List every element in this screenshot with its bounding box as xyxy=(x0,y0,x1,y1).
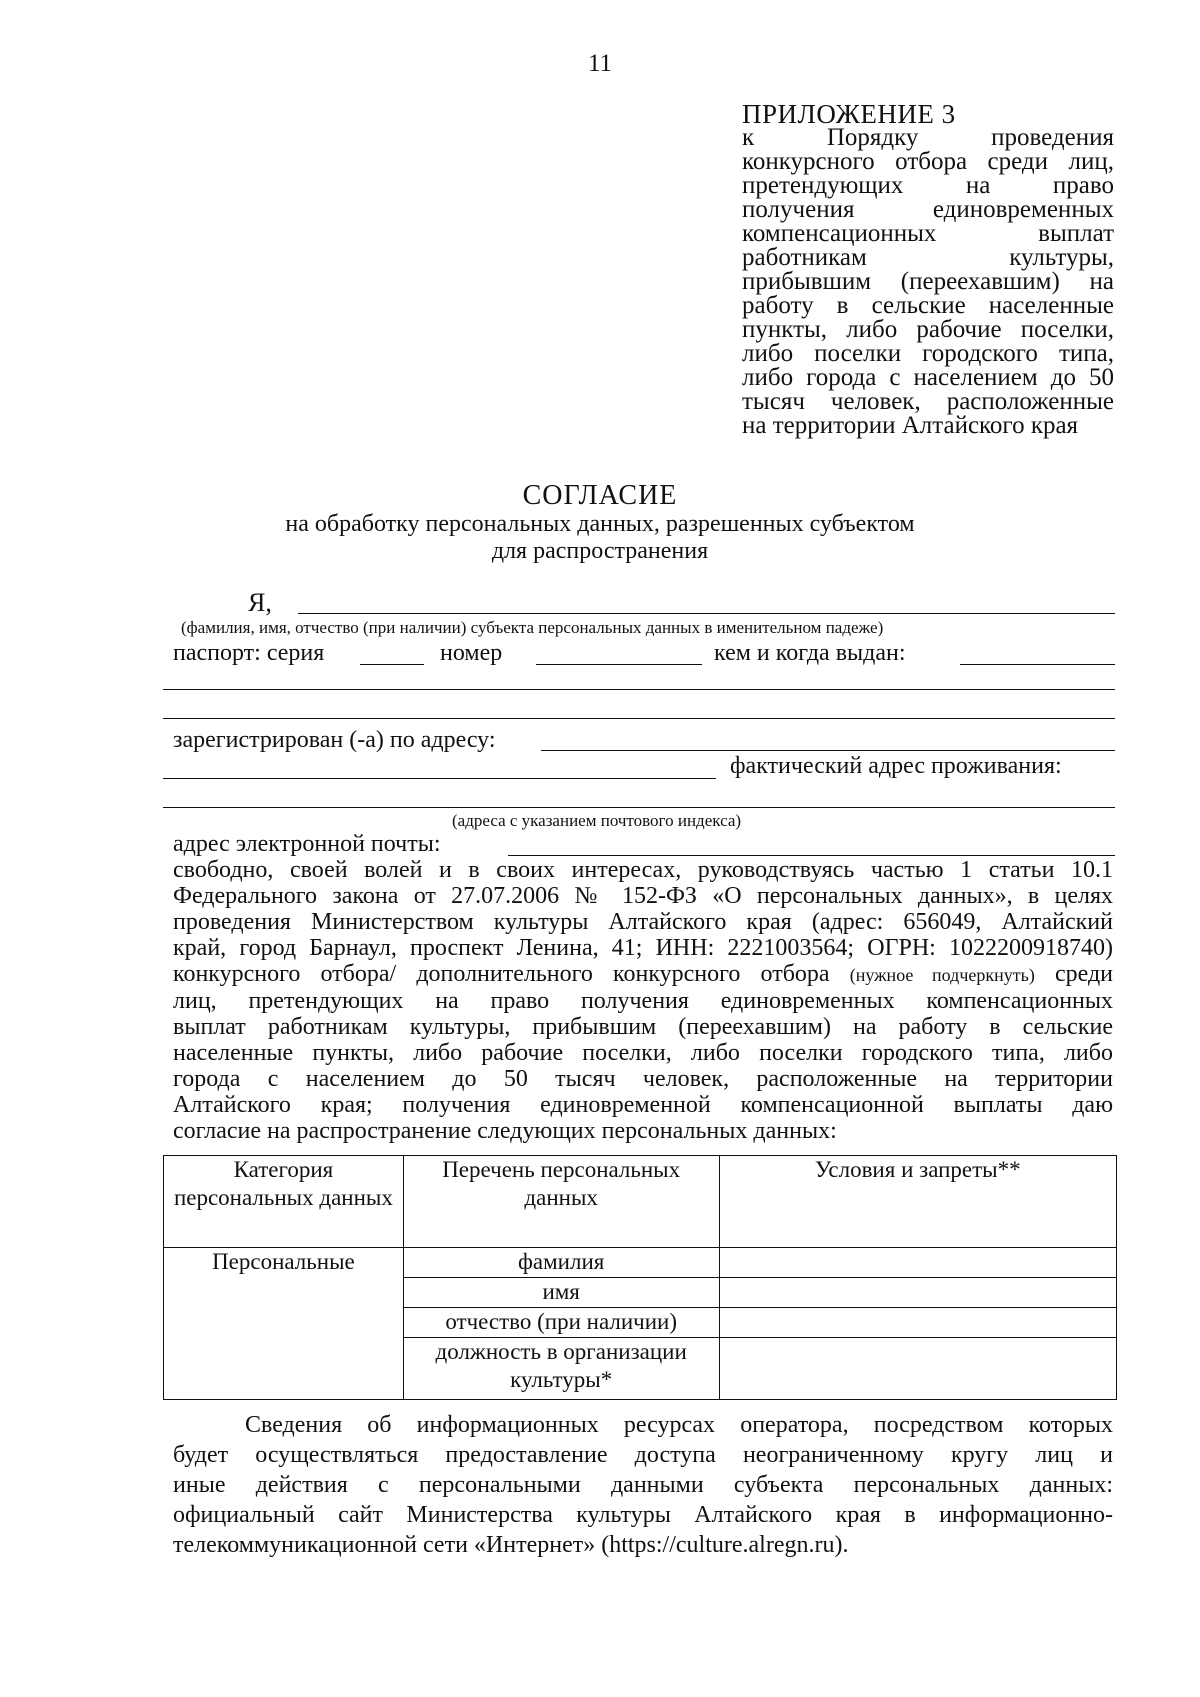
conditions-cell[interactable] xyxy=(719,1308,1116,1338)
body-line: города с населением до 50 тысяч человек, расположенные на территории xyxy=(173,1066,1113,1092)
body-line-end: среди xyxy=(1054,961,1114,987)
conditions-cell[interactable] xyxy=(719,1338,1116,1400)
issued-by-continuation-field[interactable] xyxy=(163,695,1115,719)
after-line: телекоммуникационной сети «Интернет» (https://culture.alregn.ru). xyxy=(173,1532,849,1558)
passport-number-label: номер xyxy=(440,640,503,666)
after-line: Сведения об информационных ресурсах оператора, посредством которых xyxy=(245,1412,1113,1438)
registered-address-field[interactable] xyxy=(541,728,1115,751)
i-label: Я, xyxy=(248,588,272,617)
body-line: населенные пункты, либо рабочие поселки, либо поселки городского типа, либо xyxy=(173,1040,1113,1066)
after-line: иные действия с персональными данными субъекта персональных данных: xyxy=(173,1472,1113,1498)
appendix-line: либо города с населением до 50 xyxy=(742,364,1114,391)
appendix-line: компенсационных выплат xyxy=(742,220,1114,247)
passport-series-field[interactable] xyxy=(360,641,424,665)
full-name-field[interactable] xyxy=(298,588,1115,614)
conditions-cell[interactable] xyxy=(719,1248,1116,1278)
data-item-cell: должность в организации культуры* xyxy=(403,1338,719,1400)
data-item-cell: отчество (при наличии) xyxy=(403,1308,719,1338)
passport-series-label: паспорт: серия xyxy=(173,640,325,666)
consent-subtitle-line: для распространения xyxy=(491,538,709,564)
appendix-line: претендующих на право xyxy=(742,172,1114,199)
body-line-start: конкурсного отбора/ дополнительного конкурсного отбора xyxy=(173,961,830,987)
issued-by-field[interactable] xyxy=(960,641,1115,665)
page-number: 11 xyxy=(587,50,613,77)
body-line: выплат работникам культуры, прибывшим (переехавшим) на работу в сельские xyxy=(173,1014,1113,1040)
address-hint: (адреса с указанием почтового индекса) xyxy=(452,811,742,830)
appendix-line: либо поселки городского типа, xyxy=(742,340,1114,367)
name-hint: (фамилия, имя, отчество (при наличии) субъекта персональных данных в именительном падеже) xyxy=(181,618,884,637)
body-line: свободно, своей волей и в своих интересах, руководствуясь частью 1 статьи 10.1 xyxy=(173,857,1113,883)
table-header-cell: Категория персональных данных xyxy=(164,1156,404,1248)
appendix-line: пункты, либо рабочие поселки, xyxy=(742,316,1114,343)
issued-by-continuation-field[interactable] xyxy=(163,666,1115,690)
after-line: официальный сайт Министерства культуры Алтайского края в информационно- xyxy=(173,1502,1113,1528)
appendix-block xyxy=(742,99,1114,439)
appendix-line: на территории Алтайского края xyxy=(742,412,1079,439)
body-line: край, город Барнаул, проспект Ленина, 41; ИНН: 2221003564; ОГРН: 1022200918740) xyxy=(173,935,1113,961)
table-header-row xyxy=(164,1156,1117,1248)
information-resources-paragraph xyxy=(173,1410,1113,1560)
body-line: лиц, претендующих на право получения единовременных компенсационных xyxy=(173,988,1113,1014)
body-line: Алтайского края; получения единовременной компенсационной выплаты даю xyxy=(173,1092,1113,1118)
body-line xyxy=(173,961,1113,988)
body-line: проведения Министерством культуры Алтайского края (адрес: 656049, Алтайский xyxy=(173,909,1113,935)
registered-address-label: зарегистрирован (-а) по адресу: xyxy=(173,727,496,753)
underline-note: (нужное подчеркнуть) xyxy=(849,965,1035,985)
appendix-line: тысяч человек, расположенные xyxy=(742,388,1114,415)
appendix-line: конкурсного отбора среди лиц, xyxy=(742,148,1114,175)
personal-data-table xyxy=(163,1155,1117,1400)
issued-by-label: кем и когда выдан: xyxy=(714,640,906,666)
actual-address-field[interactable] xyxy=(163,785,1115,808)
data-item-cell: имя xyxy=(403,1278,719,1308)
consent-title: СОГЛАСИЕ xyxy=(522,480,678,511)
body-line: Федерального закона от 27.07.2006 № 152-ФЗ «О персональных данных», в целях xyxy=(173,883,1113,909)
conditions-cell[interactable] xyxy=(719,1278,1116,1308)
passport-number-field[interactable] xyxy=(536,641,702,665)
table-header-cell: Перечень персональных данных xyxy=(403,1156,719,1248)
consent-subtitle-line: на обработку персональных данных, разрешенных субъектом xyxy=(285,511,915,537)
appendix-line: работникам культуры, xyxy=(742,244,1114,271)
email-field[interactable] xyxy=(508,832,1115,856)
appendix-title: ПРИЛОЖЕНИЕ 3 xyxy=(742,99,956,129)
table-header-cell: Условия и запреты** xyxy=(719,1156,1116,1248)
table-row xyxy=(164,1248,1117,1278)
actual-address-label: фактический адрес проживания: xyxy=(730,753,1062,779)
appendix-line: получения единовременных xyxy=(742,196,1114,223)
appendix-line: к Порядку проведения xyxy=(742,124,1114,151)
body-line: согласие на распространение следующих персональных данных: xyxy=(173,1118,837,1144)
email-label: адрес электронной почты: xyxy=(173,831,441,857)
appendix-line: прибывшим (переехавшим) на xyxy=(742,268,1114,295)
consent-body xyxy=(173,857,1113,1144)
registered-address-continuation-field[interactable] xyxy=(163,756,716,779)
consent-subtitle xyxy=(0,511,1200,565)
appendix-line: работу в сельские населенные xyxy=(742,292,1114,319)
after-line: будет осуществляться предоставление доступа неограниченному кругу лиц и xyxy=(173,1442,1113,1468)
category-cell: Персональные xyxy=(164,1248,404,1400)
data-item-cell: фамилия xyxy=(403,1248,719,1278)
